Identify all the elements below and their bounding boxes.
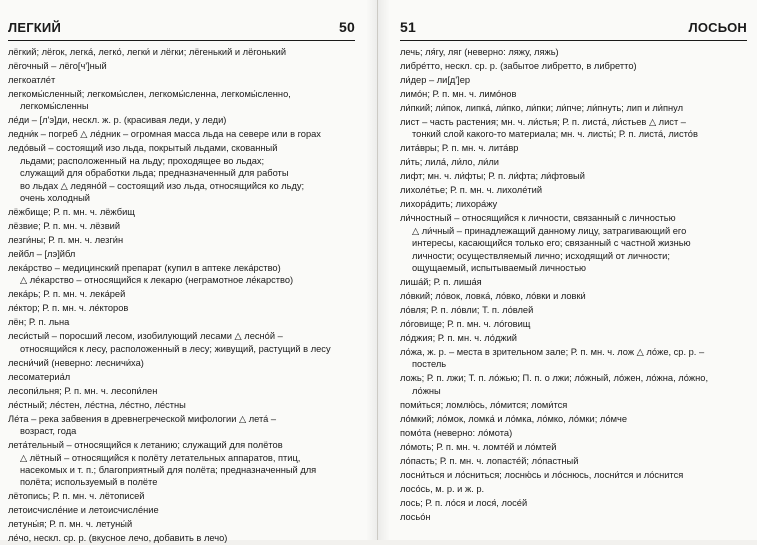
entry-headline: помо́та (неверно: ло́мота) [400, 427, 513, 438]
entry-headline: ле́стный; ле́стен, ле́стна, ле́стно, ле́стны [8, 399, 186, 410]
dictionary-entry [8, 206, 355, 218]
entry-headline: ло́моть; Р. п. мн. ч. ломте́й и ло́мтей [400, 441, 557, 452]
dictionary-entry [400, 88, 747, 100]
entry-headline: легкоатле́т [8, 75, 56, 85]
page-number-left: 50 [339, 19, 355, 35]
dictionary-entry [8, 74, 355, 86]
dictionary-entry [8, 262, 355, 287]
entry-headline: лихора́дить; лихора́жу [400, 199, 498, 210]
running-head-right: ЛОСЬОН [688, 19, 747, 35]
dictionary-entry [400, 497, 747, 509]
entry-continuation: очень холодный [20, 193, 90, 204]
dictionary-entry [400, 372, 747, 397]
entry-headline: лёгочный – лёго[ч']ный [8, 61, 107, 71]
dictionary-entry [8, 60, 355, 72]
entry-headline: лита́вры; Р. п. мн. ч. лита́вр [400, 143, 519, 154]
entry-continuation: △ ле́карство – относящийся к лекарю (неграмотное ле́карство) [20, 275, 294, 286]
entry-headline: лека́рство – медицинский препарат (купил в аптеке лека́рство) [8, 263, 281, 274]
dictionary-entry [400, 399, 747, 411]
entry-continuation: возраст, года [20, 426, 77, 437]
dictionary-entry [400, 318, 747, 330]
entry-headline: ле́чо, нескл. ср. р. (вкусное лечо, добавить в лечо) [8, 533, 228, 544]
dictionary-entry [8, 234, 355, 246]
entry-headline: ло́говище; Р. п. мн. ч. ло́говищ [400, 319, 531, 330]
entry-continuation: интересы, касающийся только его; связанный с частной жизнью [412, 238, 691, 249]
right-page-header [400, 14, 747, 41]
entry-headline: либре́тто, нескл. ср. р. (забытое либретто, в либретто) [400, 61, 637, 71]
dictionary-entry [8, 371, 355, 383]
entry-headline: лесни́чий (неверно: лесничи́ха) [8, 357, 144, 368]
dictionary-entry [8, 288, 355, 300]
dictionary-entry [400, 184, 747, 196]
dictionary-entry [400, 469, 747, 481]
dictionary-entry [400, 413, 747, 425]
dictionary-entry [8, 128, 355, 140]
dictionary-entry [400, 332, 747, 344]
entry-headline: лека́рь; Р. п. мн. ч. лека́рей [8, 289, 126, 300]
entry-headline: лиша́й; Р. п. лиша́я [400, 277, 482, 288]
entry-headline: легкомы́сленный; легкомы́слен, легкомы́сленна, легкомы́сленно, [8, 89, 291, 99]
dictionary-entry [8, 385, 355, 397]
entry-continuation: легкомы́сленны [20, 101, 89, 112]
dictionary-entry [8, 220, 355, 232]
right-entries [400, 46, 747, 523]
entry-headline: лейбл – [лэ]йбл [8, 249, 76, 260]
entry-headline: лета́тельный – относящийся к летанию; служащий для полётов [8, 440, 283, 451]
entry-headline: лесопи́льня; Р. п. мн. ч. лесопи́лен [8, 385, 158, 396]
entry-headline: лён; Р. п. льна [8, 317, 70, 328]
entry-headline: ле́ктор; Р. п. мн. ч. ле́кторов [8, 303, 129, 314]
entry-continuation: относящийся к лесу, расположенный в лесу; живущий, растущий в лесу [20, 343, 331, 354]
dictionary-entry [8, 46, 355, 58]
entry-headline: летуны́я; Р. п. мн. ч. летуны́й [8, 519, 133, 530]
dictionary-entry [400, 276, 747, 288]
left-page-header [8, 14, 355, 41]
entry-continuation: тонкий слой какого-то материала; мн. ч. листы́; Р. п. листа́, листо́в [412, 129, 698, 140]
entry-headline: ле́ди – [л'э]ди, нескл. ж. р. (красивая леди, у леди) [8, 115, 227, 126]
entry-headline: ли́чностный – относящийся к личности, связанный с личностью [400, 213, 676, 224]
dictionary-entry [400, 455, 747, 467]
right-page [378, 0, 757, 540]
entry-continuation: льдами; расположенный на льду; проходящее во льдах; [20, 155, 265, 166]
dictionary-entry [400, 290, 747, 302]
dictionary-entry [400, 142, 747, 154]
dictionary-entry [400, 212, 747, 274]
dictionary-entry [8, 439, 355, 489]
entry-continuation: постель [412, 359, 447, 370]
dictionary-entry [8, 248, 355, 260]
entry-headline: ло́вля; Р. п. ло́вли; Т. п. ло́влей [400, 305, 534, 316]
dictionary-entry [400, 441, 747, 453]
entry-headline: ло́джия; Р. п. мн. ч. ло́джий [400, 333, 517, 344]
running-head-left: ЛЕГКИЙ [8, 19, 61, 35]
dictionary-entry [400, 116, 747, 141]
entry-headline: лёжбище; Р. п. мн. ч. лёжбищ [8, 207, 135, 218]
left-page [0, 0, 378, 544]
entry-headline: лифт; мн. ч. ли́фты; Р. п. ли́фта; ли́фтовый [400, 171, 585, 182]
entry-headline: Ле́та – река забвения в древнегреческой мифологии △ лета́ – [8, 413, 277, 424]
dictionary-entry [400, 483, 747, 495]
entry-headline: ложь; Р. п. лжи; Т. п. ло́жью; П. п. о лжи; ло́жный, ло́жен, ло́жна, ло́жно, [400, 373, 709, 384]
entry-headline: лосо́сь, м. р. и ж. р. [400, 483, 485, 494]
entry-headline: ло́мкий; ло́мок, ломка́ и ло́мка, ло́мко, ло́мки; ло́мче [400, 413, 628, 424]
entry-headline: ли́дер – ли[д']ер [400, 75, 471, 85]
dictionary-entry [400, 511, 747, 523]
entry-headline: лимо́н; Р. п. мн. ч. лимо́нов [400, 89, 517, 99]
entry-headline: лётопись; Р. п. мн. ч. лётописей [8, 491, 145, 502]
entry-headline: летоисчисле́ние и летоисчисле́ние [8, 505, 159, 516]
dictionary-entry [8, 518, 355, 530]
dictionary-entry [8, 532, 355, 544]
entry-headline: лосьо́н [400, 511, 431, 522]
dictionary-entry [8, 302, 355, 314]
entry-headline: ло́вкий; ло́вок, ловка́, ло́вко, ло́вки и ловки́ [400, 291, 586, 302]
entry-headline: лось; Р. п. ло́ся и лося́, лосе́й [400, 497, 528, 508]
entry-headline: лист – часть растения; мн. ч. ли́стья; Р. п. листа́, ли́стьев △ лист – [400, 117, 686, 127]
entry-continuation: △ лётный – относящийся к полёту летательных аппаратов, птиц, [20, 452, 301, 463]
dictionary-entry [8, 88, 355, 113]
dictionary-entry [8, 490, 355, 502]
entry-continuation: во льдах △ ледяно́й – состоящий изо льда, относящийся ко льду; [20, 180, 305, 191]
dictionary-entry [400, 170, 747, 182]
entry-headline: ло́жа, ж. р. – места в зрительном зале; Р. п. мн. ч. лож △ ло́же, ср. р. – [400, 347, 705, 358]
entry-headline: лёзвие; Р. п. мн. ч. лёзвий [8, 221, 121, 232]
dictionary-entry [400, 102, 747, 114]
left-entries [8, 46, 355, 545]
dictionary-entry [400, 198, 747, 210]
dictionary-entry [400, 74, 747, 86]
dictionary-entry [8, 316, 355, 328]
entry-headline: ледо́вый – состоящий изо льда, покрытый льдами, скованный [8, 143, 278, 154]
entry-headline: ледни́к – погреб △ ле́дник – огромная масса льда на севере или в горах [8, 129, 321, 140]
dictionary-entry [8, 399, 355, 411]
entry-continuation: △ ли́чный – принадлежащий данному лицу, затрагивающий его [412, 225, 687, 236]
entry-continuation: ло́жны [412, 385, 441, 396]
dictionary-entry [400, 156, 747, 168]
entry-continuation: ощущаемый, испытываемый личностью [412, 263, 587, 274]
entry-continuation: полёта; используемый в полёте [20, 477, 158, 488]
dictionary-entry [400, 46, 747, 58]
dictionary-entry [400, 60, 747, 72]
entry-headline: ло́пасть; Р. п. мн. ч. лопасте́й; ло́пастный [400, 455, 579, 466]
dictionary-entry [8, 330, 355, 355]
dictionary-entry [400, 346, 747, 371]
dictionary-entry [8, 504, 355, 516]
dictionary-entry [8, 142, 355, 204]
entry-headline: лесоматериа́л [8, 371, 71, 382]
entry-headline: лечь; ля́гу, ляг (неверно: ляжу, ляжь) [400, 47, 559, 57]
entry-headline: лихоле́тье; Р. п. мн. ч. лихоле́тий [400, 185, 543, 196]
page-number-right: 51 [400, 19, 416, 35]
entry-headline: ли́ть; лила́, ли́ло, ли́ли [400, 157, 499, 168]
dictionary-entry [8, 413, 355, 438]
dictionary-entry [8, 357, 355, 369]
dictionary-entry [8, 114, 355, 126]
entry-headline: лезги́ны; Р. п. мн. ч. лезги́н [8, 235, 124, 246]
entry-continuation: насекомых и т. п.; благоприятный для полёта; предназначенный для [20, 465, 317, 476]
entry-continuation: личности; осуществляемый лично; исходящий от личности; [412, 250, 670, 261]
entry-headline: лосни́ться и ло́сниться; лосню́сь и ло́снюсь, лосни́тся и ло́снится [400, 469, 684, 480]
entry-headline: ли́пкий; ли́пок, липка́, ли́пко, ли́пки; ли́пче; ли́пнуть; лип и ли́пнул [400, 103, 684, 113]
dictionary-entry [400, 304, 747, 316]
entry-continuation: служащий для обработки льда; предназначенный для работы [20, 168, 289, 179]
entry-headline: леси́стый – поросший лесом, изобилующий лесами △ лесно́й – [8, 331, 283, 342]
dictionary-entry [400, 427, 747, 439]
entry-headline: поми́ться; ломлю́сь, ло́мится; ломи́тся [400, 399, 568, 410]
entry-headline: лёгкий; лёгок, легка́, легко́, легки́ и лёгки; лёгенький и лёгонький [8, 47, 287, 57]
